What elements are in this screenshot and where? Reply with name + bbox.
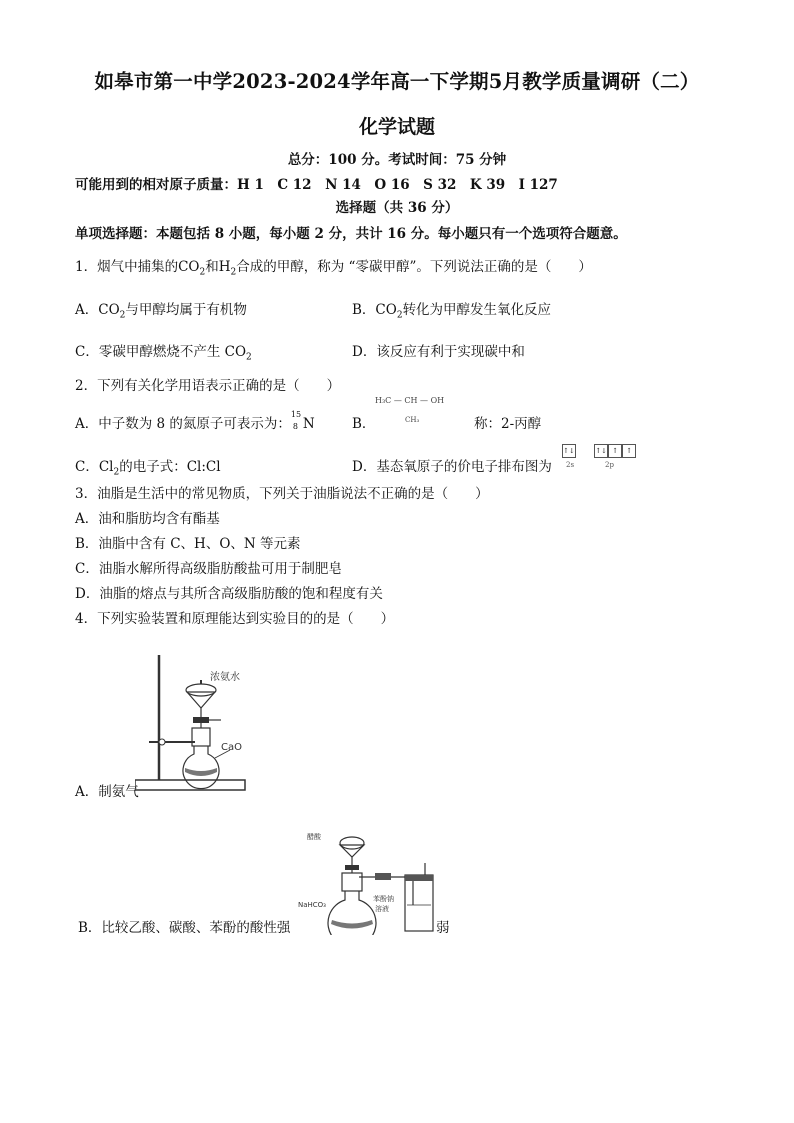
question-1-stem: 1．烟气中捕集的$CO_2$和$H_2$合成的甲醇，称为 “零碳甲醇”。下列说法正确的是（ ）	[75, 259, 592, 278]
structural-formula-top: H₃C — CH — OH	[375, 396, 445, 405]
question-3-option-d[interactable]: D．油脂的熔点与其所含高级脂肪酸的饱和程度有关	[75, 586, 383, 602]
section-heading: 选择题（共 36 分）	[335, 200, 459, 216]
orbital-box-2p-2: ↑	[608, 444, 622, 458]
question-3-option-a[interactable]: A．油和脂肪均含有酯基	[75, 511, 220, 527]
question-4-option-a[interactable]: A．制氨气	[75, 784, 139, 800]
label-solution: 溶液	[375, 905, 389, 913]
question-3-option-b[interactable]: B．油脂中含有 C、H、O、N 等元素	[75, 536, 301, 552]
label-acetic-acid: 醋酸	[307, 833, 321, 841]
ammonia-apparatus-figure	[135, 650, 255, 795]
orbital-label-2s: 2s	[566, 461, 575, 469]
question-4-option-b-tail: 弱	[436, 920, 450, 936]
structural-formula-bottom: CH₃	[405, 416, 420, 424]
exam-meta: 总分：100 分。考试时间：75 分钟	[287, 152, 507, 168]
question-4-stem: 4．下列实验装置和原理能达到实验目的的是（ ）	[75, 611, 395, 627]
question-2-option-d[interactable]: D．基态氧原子的价电子排布图为	[352, 459, 552, 475]
question-1-option-d[interactable]: D．该反应有利于实现碳中和	[352, 344, 525, 360]
question-3-stem: 3．油脂是生活中的常见物质，下列关于油脂说法不正确的是（ ）	[75, 486, 489, 502]
question-3-option-c[interactable]: C．油脂水解所得高级脂肪酸盐可用于制肥皂	[75, 561, 342, 577]
label-concentrated-ammonia: 浓氨水	[210, 672, 240, 683]
question-1-option-a[interactable]: A．$CO_2$与甲醇均属于有机物	[75, 302, 247, 321]
question-2-option-b[interactable]: B． 称：2-丙醇	[352, 416, 542, 432]
exam-subtitle: 化学试题	[358, 116, 435, 138]
orbital-diagram	[562, 440, 636, 469]
label-sodium-phenoxide: 苯酚钠	[373, 895, 394, 903]
label-nahco3: NaHCO₃	[298, 901, 326, 909]
orbital-box-2p-1: ↑↓	[594, 444, 608, 458]
isotope-notation: 15 8	[290, 410, 302, 431]
question-2-stem: 2．下列有关化学用语表示正确的是（ ）	[75, 378, 341, 394]
question-4-option-b[interactable]: B．比较乙酸、碳酸、苯酚的酸性强	[78, 920, 291, 936]
question-2-option-a[interactable]: A．中子数为 8 的氮原子可表示为： 15 8 N	[75, 410, 315, 432]
label-cao: CaO	[221, 742, 242, 753]
orbital-box-2s: ↑↓	[562, 444, 576, 458]
orbital-box-2p-3: ↑	[622, 444, 636, 458]
atomic-masses: 可能用到的相对原子质量：H 1 C 12 N 14 O 16 S 32 K 39 I 127	[75, 177, 558, 193]
exam-title: 如皋市第一中学2023-2024学年高一下学期5月教学质量调研（二）	[94, 70, 700, 93]
question-2-option-c[interactable]: C．$Cl_2$的电子式：Cl:Cl	[75, 459, 221, 478]
question-1-option-b[interactable]: B．$CO_2$转化为甲醇发生氧化反应	[352, 302, 552, 321]
section-instructions: 单项选择题：本题包括 8 小题，每小题 2 分，共计 16 分。每小题只有一个选项符合题意。	[75, 226, 627, 242]
orbital-label-2p: 2p	[605, 461, 614, 469]
question-1-option-c[interactable]: C．零碳甲醇燃烧不产生 $CO_2$	[75, 344, 252, 363]
